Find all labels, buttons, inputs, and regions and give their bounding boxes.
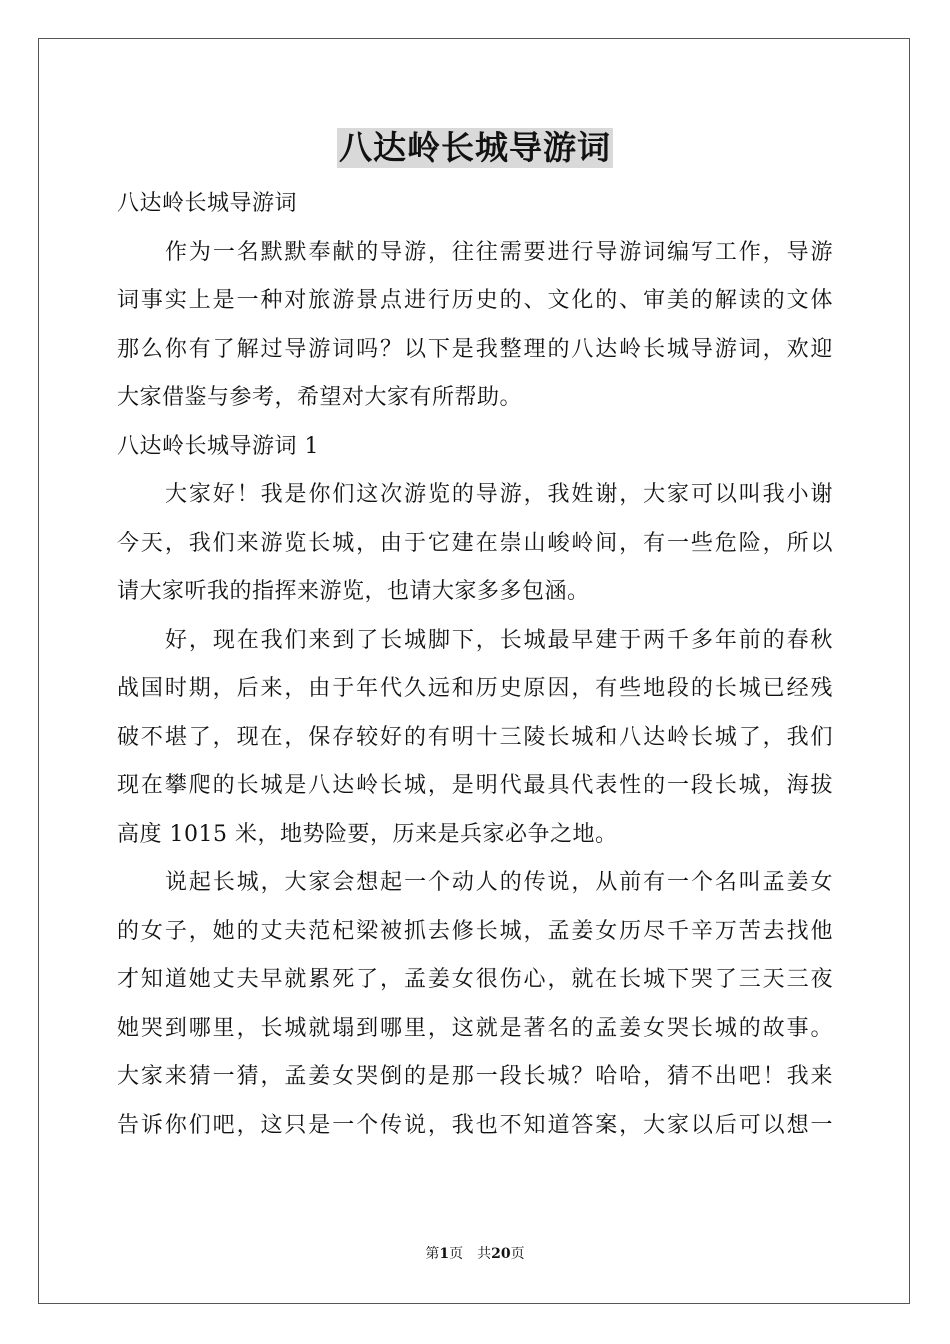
intro-line: 词事实上是一种对旅游景点进行历史的、文化的、审美的解读的文体 <box>117 288 833 313</box>
paragraph-line: 大家好！我是你们这次游览的导游，我姓谢，大家可以叫我小谢 <box>165 482 833 507</box>
paragraph-line: 今天，我们来游览长城，由于它建在崇山峻岭间，有一些危险，所以 <box>117 530 833 556</box>
intro-line: 那么你有了解过导游词吗？以下是我整理的八达岭长城导游词，欢迎 <box>117 336 833 362</box>
paragraph-line: 她哭到哪里，长城就塌到哪里，这就是著名的孟姜女哭长城的故事。 <box>117 1015 833 1041</box>
paragraph-line: 才知道她丈夫早就累死了，孟姜女很伤心，就在长城下哭了三天三夜 <box>117 967 833 992</box>
paragraph-line: 的女子，她的丈夫范杞梁被抓去修长城，孟姜女历尽千辛万苦去找他 <box>117 918 833 944</box>
title-container <box>0 128 950 168</box>
paragraph-line: 请大家听我的指挥来游览，也请大家多多包涵。 <box>117 579 590 604</box>
document-body <box>117 180 833 1150</box>
total-suffix: 页 <box>510 1246 525 1262</box>
page-footer <box>0 1244 950 1264</box>
document-title: 八达岭长城导游词 <box>339 128 611 167</box>
page-number: 1 <box>439 1246 450 1262</box>
subtitle: 八达岭长城导游词 <box>117 191 298 216</box>
total-pages: 20 <box>491 1246 511 1262</box>
paragraph-line: 现在攀爬的长城是八达岭长城，是明代最具代表性的一段长城，海拔 <box>117 773 833 798</box>
paragraph-line: 战国时期，后来，由于年代久远和历史原因，有些地段的长城已经残 <box>117 676 833 701</box>
total-prefix: 共 <box>477 1246 492 1262</box>
paragraph-line: 高度 1015 米，地势险要，历来是兵家必争之地。 <box>117 821 618 847</box>
page-prefix: 第 <box>425 1246 440 1262</box>
paragraph-line: 告诉你们吧，这只是一个传说，我也不知道答案，大家以后可以想一 <box>117 1112 833 1138</box>
intro-line: 作为一名默默奉献的导游，往往需要进行导游词编写工作，导游 <box>165 239 833 265</box>
paragraph-line: 好，现在我们来到了长城脚下，长城最早建于两千多年前的春秋 <box>165 627 833 653</box>
intro-line: 大家借鉴与参考，希望对大家有所帮助。 <box>117 385 523 410</box>
paragraph-line: 破不堪了，现在，保存较好的有明十三陵长城和八达岭长城了，我们 <box>117 724 833 750</box>
paragraph-line: 说起长城，大家会想起一个动人的传说，从前有一个名叫孟姜女 <box>165 870 833 895</box>
page-suffix: 页 <box>449 1246 464 1262</box>
section-heading: 八达岭长城导游词 1 <box>117 433 319 459</box>
paragraph-line: 大家来猜一猜，孟姜女哭倒的是那一段长城？哈哈，猜不出吧！我来 <box>117 1064 833 1089</box>
